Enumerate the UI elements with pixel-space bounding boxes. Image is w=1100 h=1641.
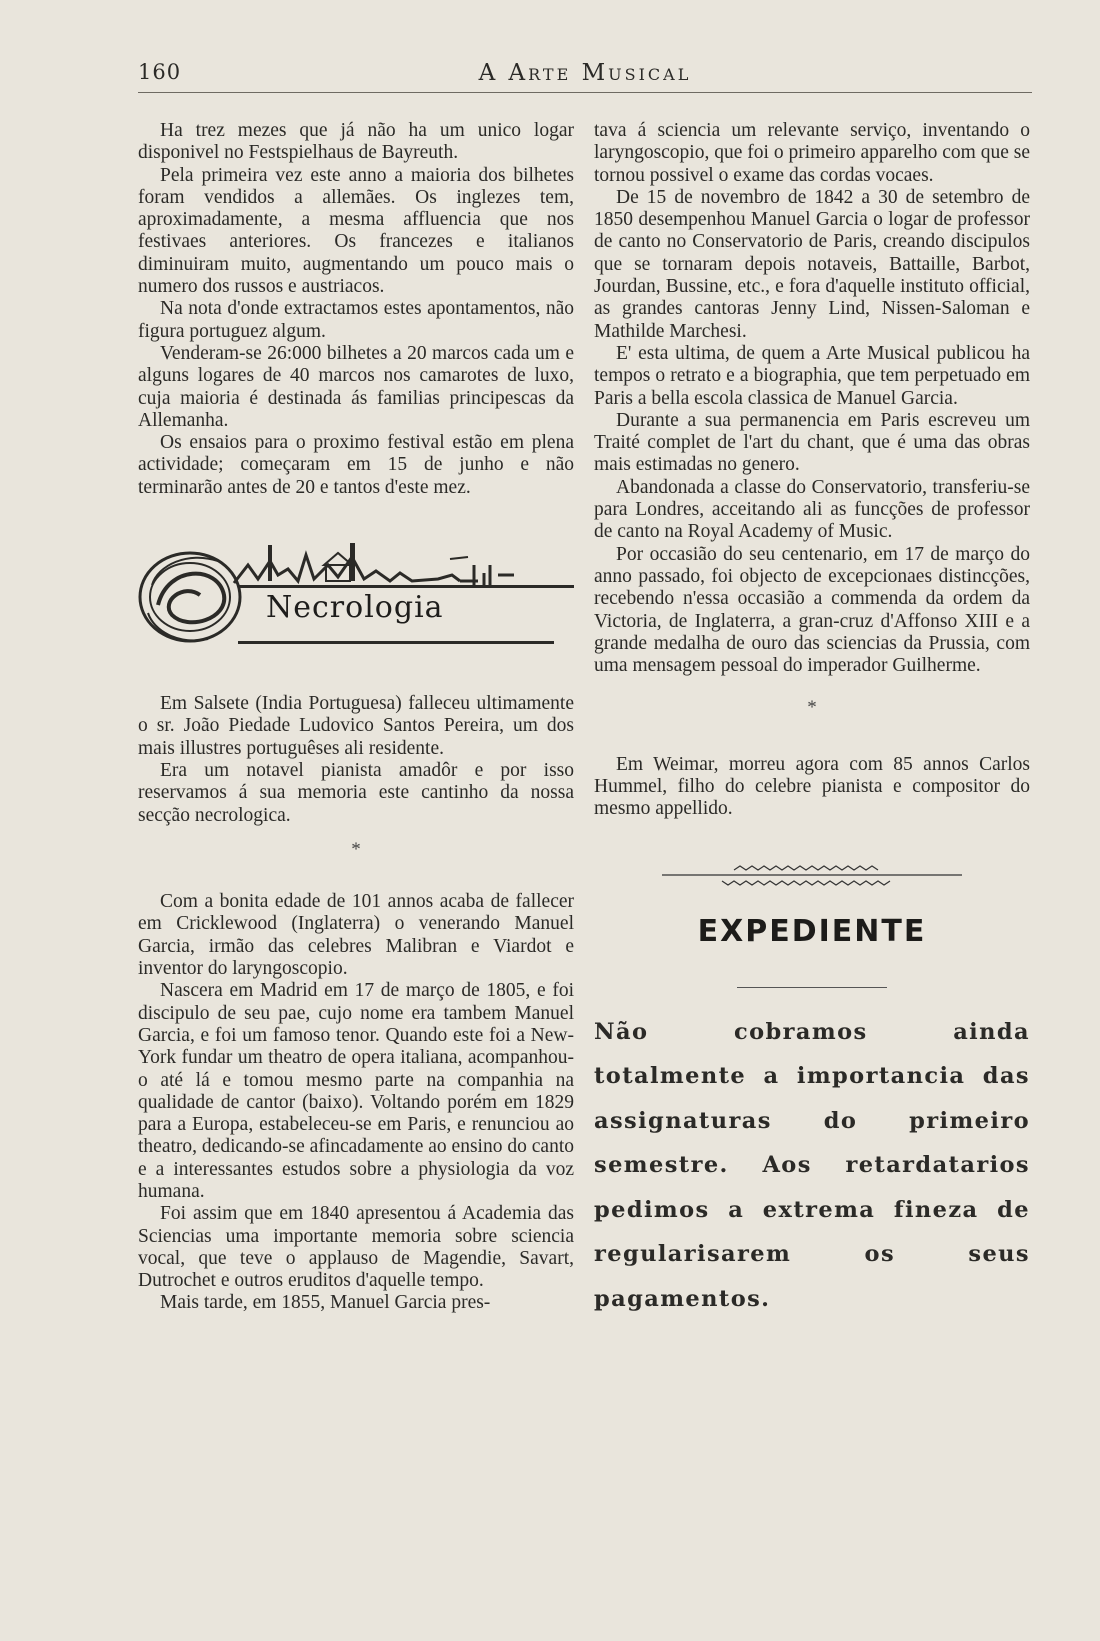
paragraph: Ha trez mezes que já não ha um unico logar disponivel no Festspielhaus de Bayreuth. — [138, 120, 574, 164]
running-title: A Arte Musical — [478, 60, 692, 86]
divider-rule — [737, 987, 887, 988]
page-header — [138, 52, 1032, 93]
paragraph: Foi assim que em 1840 apresentou á Academia das Sciencias uma importante memoria sobre sciencia vocal, que teve o applauso de Magendie, Savart, Dutrochet e outros eruditos d'aquelle tempo. — [138, 1203, 574, 1292]
paragraph: De 15 de novembro de 1842 a 30 de setembro de 1850 desempenhou Manuel Garcia o logar de professor de canto no Conservatorio de Paris, creando discipulos que se tornaram depois notaveis, Battaille, Barbot, Jourdan, Bussine, etc., e fora d'aquelle instituto official, as grandes cantoras Jenny Lind, Nissen-Saloman e Mathilde Marchesi. — [594, 186, 1030, 342]
paragraph: Em Salsete (India Portuguesa) falleceu ultimamente o sr. João Piedade Ludovico Santos Pereira, um dos mais illustres portuguêses ali residente. — [138, 693, 574, 759]
expediente-notice: Não cobramos ainda totalmente a importancia das assignaturas do primeiro semestre. Aos retardatarios pedimos a extrema fineza de regularisarem os seus pagamentos. — [594, 1018, 1030, 1312]
paragraph: Pela primeira vez este anno a maioria dos bilhetes foram vendidos a allemães. Os inglezes tem, aproximadamente, a mesma affluencia que nos festivaes anteriores. Os francezes e italianos diminuiram muito, augmentando um pouco mais o numero dos russos e austriacos. — [138, 164, 574, 298]
paragraph: Mais tarde, em 1855, Manuel Garcia pres- — [160, 1292, 491, 1314]
right-column — [594, 120, 1030, 1321]
paragraph: Durante a sua permanencia em Paris escreveu um Traité complet de l'art du chant, que é uma das obras mais estimadas no genero. — [594, 409, 1030, 476]
section-title: Necrologia — [266, 590, 444, 626]
necrologia-heading-illustration — [138, 535, 574, 655]
paragraph: Nascera em Madrid em 17 de março de 1805, e foi discipulo de seu pae, cujo nome era tambem Manuel Garcia, e foi um famoso tenor. Quando este foi a New-York fundar um theatro de opera italiana, acompanhou-o até lá e tomou mesmo parte na companhia na qualidade de cantor (baixo). Voltando porém em 1829 para a Europa, estabeleceu-se em Paris, e renunciou ao theatro, dedicando-se afincadamente ao ensino do canto e a interessantes estudos sobre a physiologia da voz humana. — [138, 980, 574, 1202]
paragraph: Por occasião do seu centenario, em 17 de março do anno passado, foi objecto de excepcionaes distincções, recebendo n'essa occasião a commenda da ordem da Victoria, de Inglaterra, a gran-cruz d'Affonso XIII e a grande medalha de ouro das sciencias da Prussia, com uma mensagem pessoal do imperador Guilherme. — [594, 543, 1030, 677]
ornament-divider-icon — [662, 861, 962, 891]
paragraph: Na nota d'onde extractamos estes apontamentos, não figura portuguez algum. — [138, 298, 574, 342]
paragraph: Venderam-se 26:000 bilhetes a 20 marcos cada um e alguns logares de 40 marcos nos camarotes de luxo, cuja maioria é destinada ás familias principescas da Allemanha. — [138, 342, 574, 431]
paragraph: Abandonada a classe do Conservatorio, transferiu-se para Londres, acceitando ali as funcções de professor de canto na Royal Academy of Music. — [594, 476, 1030, 543]
separator-asterisk: * — [807, 697, 817, 719]
paragraph: Com a bonita edade de 101 annos acaba de fallecer em Cricklewood (Inglaterra) o venerando Manuel Garcia, irmão das celebres Malibran e Viardot e inventor do laryngoscopio. — [138, 891, 574, 980]
page-number: 160 — [138, 60, 182, 84]
expediente-heading: EXPEDIENTE — [697, 913, 927, 949]
paragraph: tava á sciencia um relevante serviço, inventando o laryngoscopio, que foi o primeiro apparelho com que se tornou possivel o exame das cordas vocaes. — [594, 120, 1030, 186]
separator-asterisk: * — [351, 838, 361, 860]
left-column — [138, 120, 574, 1315]
paragraph: Era um notavel pianista amadôr e por isso reservamos á sua memoria este cantinho da nossa secção necrologica. — [138, 759, 574, 826]
paragraph: Em Weimar, morreu agora com 85 annos Carlos Hummel, filho do celebre pianista e compositor do mesmo appellido. — [594, 753, 1030, 820]
paragraph: E' esta ultima, de quem a Arte Musical publicou ha tempos o retrato e a biographia, que tem perpetuado em Paris a bella escola classica de Manuel Garcia. — [594, 342, 1030, 409]
paragraph: Os ensaios para o proximo festival estão em plena actividade; começaram em 15 de junho e não terminarão antes de 20 e tantos d'este mez. — [138, 432, 574, 498]
